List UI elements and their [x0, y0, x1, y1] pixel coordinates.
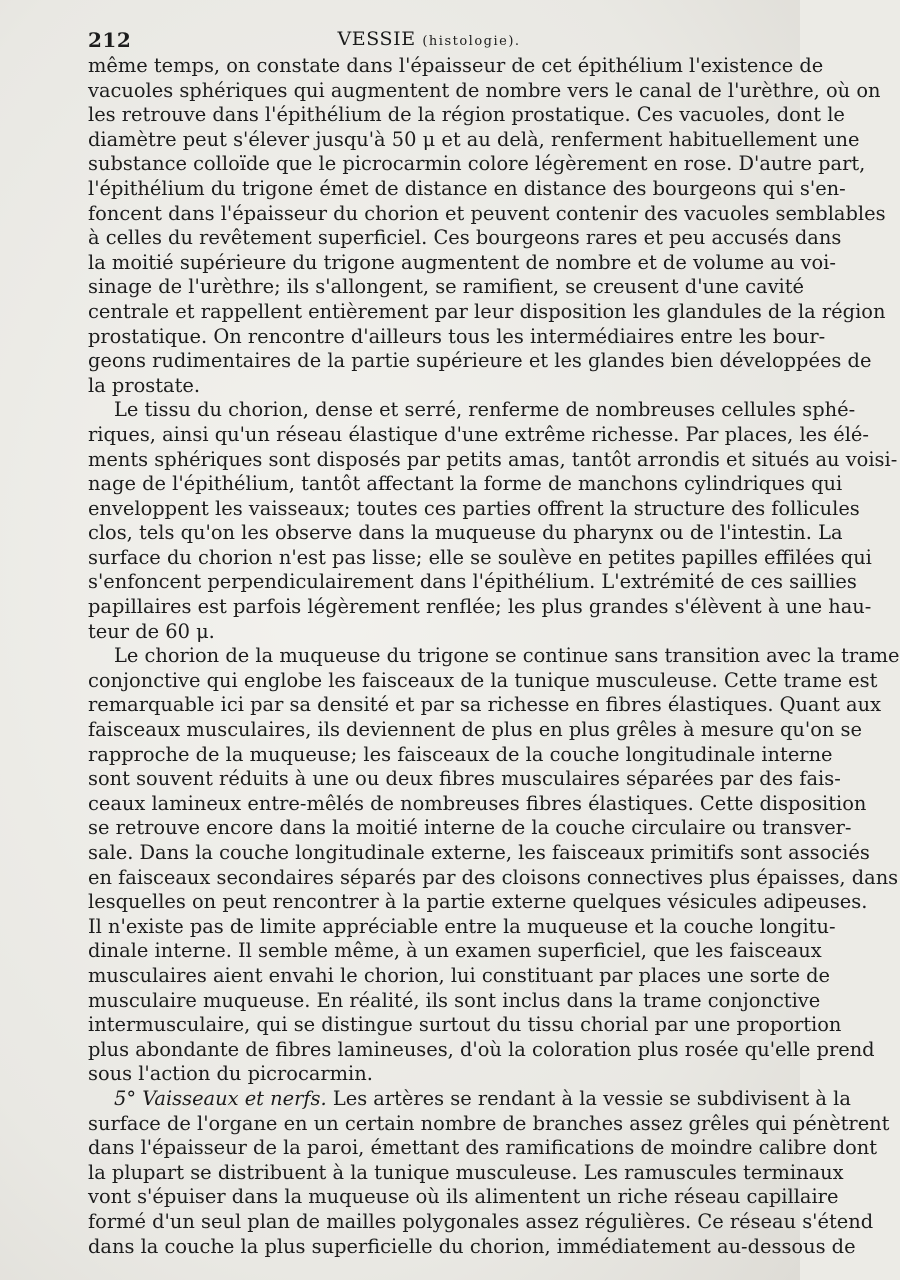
text-line-content: se retrouve encore dans la moitié interne de la couche circulaire ou transver- [88, 816, 852, 840]
text-line-content: Le chorion de la muqueuse du trigone se continue sans transition avec la trame [114, 644, 900, 668]
text-line-content: ceaux lamineux entre-mêlés de nombreuses fibres élastiques. Cette disposition [88, 791, 867, 815]
text-line-content: clos, tels qu'on les observe dans la muqueuse du pharynx ou de l'intestin. La [88, 521, 843, 545]
text-line-content: centrale et rappellent entièrement par leur disposition les glandules de la région [88, 299, 886, 323]
text-line [88, 1037, 875, 1063]
text-line-content: prostatique. On rencontre d'ailleurs tous les intermédiaires entre les bour- [88, 324, 826, 348]
text-line [88, 890, 868, 915]
text-line-content: formé d'un seul plan de mailles polygonales assez régulières. Ce réseau s'étend [88, 1209, 874, 1233]
text-line-content: sale. Dans la couche longitudinale externe, les faisceaux primitifs sont associés [88, 841, 870, 864]
text-line-content: plus abondante de fibres lamineuses, d'où la coloration plus rosée qu'elle prend [88, 1037, 875, 1061]
text-line-content: teur de 60 μ. [88, 619, 215, 643]
text-line [88, 570, 857, 595]
running-title [88, 28, 770, 50]
text-line-content: dinale interne. Il semble même, à un examen superficiel, que les faisceaux [88, 939, 822, 963]
text-line [88, 1209, 874, 1235]
text-line-content: riques, ainsi qu'un réseau élastique d'une extrême richesse. Par places, les élé- [88, 422, 869, 446]
text-line [88, 176, 846, 202]
text-line [88, 521, 843, 546]
text-line [88, 693, 882, 718]
text-line [88, 374, 768, 399]
body-text [88, 54, 900, 1259]
text-line-content: Il n'existe pas de limite appréciable entre la muqueuse et la couche longitu- [88, 914, 836, 938]
text-line-content: sinage de l'urèthre; ils s'allongent, se ramifient, se creusent d'une cavité [88, 275, 804, 299]
text-line [88, 1013, 842, 1038]
text-line [88, 914, 836, 940]
text-line [88, 742, 833, 768]
text-line-content: rapproche de la muqueuse; les faisceaux de la couche longitudinale interne [88, 742, 833, 766]
text-line-content: la moitié supérieure du trigone augmentent de nombre et de volume au voi- [88, 250, 836, 274]
text-line [88, 718, 862, 743]
section-heading: 5° Vaisseaux et nerfs. [114, 1086, 327, 1110]
text-line-content: nage de l'épithélium, tantôt affectant la forme de manchons cylindriques qui [88, 472, 843, 496]
text-line [88, 1234, 856, 1260]
text-line [88, 1136, 878, 1161]
text-line [88, 816, 852, 841]
text-line-content: vacuoles sphériques qui augmentent de nombre vers le canal de l'urèthre, où on [88, 78, 881, 102]
page-header [88, 24, 770, 54]
text-line-content: en faisceaux secondaires séparés par des cloisons connectives plus épaisses, dans [88, 865, 899, 889]
text-line-content: l'épithélium du trigone émet de distance en distance des bourgeons qui s'en- [88, 176, 846, 200]
text-line-content: sont souvent réduits à une ou deux fibres musculaires séparées par des fais- [88, 767, 841, 791]
text-line [88, 1062, 768, 1087]
text-line-content: foncent dans l'épaisseur du chorion et peuvent contenir des vacuoles semblables [88, 201, 886, 225]
text-line [88, 668, 878, 694]
text-line [88, 324, 826, 350]
text-line-content: dans la couche la plus superficielle du chorion, immédiatement au-dessous de [88, 1234, 856, 1258]
text-line [88, 545, 872, 571]
text-line [88, 1111, 890, 1137]
text-line [88, 250, 836, 276]
text-line-content: faisceaux musculaires, ils deviennent de plus en plus grêles à mesure qu'on se [88, 718, 862, 742]
text-line-content: sous l'action du picrocarmin. [88, 1062, 373, 1086]
text-line-content: conjonctive qui englobe les faisceaux de la tunique musculeuse. Cette trame est [88, 668, 878, 692]
text-line [88, 54, 824, 79]
text-line [88, 1160, 844, 1186]
text-line [88, 447, 898, 473]
text-line [88, 1185, 839, 1210]
text-line [88, 226, 842, 251]
text-line-content: enveloppent les vaisseaux; toutes ces parties offrent la structure des follicules [88, 496, 860, 520]
text-line [88, 275, 804, 300]
text-line-content: surface de l'organe en un certain nombre de branches assez grêles qui pénètrent [88, 1111, 890, 1135]
text-line [88, 963, 831, 989]
text-line [88, 620, 768, 645]
text-line-content: la plupart se distribuent à la tunique musculeuse. Les ramuscules terminaux [88, 1160, 844, 1184]
text-line-content: les retrouve dans l'épithélium de la région prostatique. Ces vacuoles, dont le [88, 103, 845, 127]
text-line-content: papillaires est parfois légèrement renflée; les plus grandes s'élèvent à une hau- [88, 595, 872, 619]
text-line [88, 1086, 851, 1112]
text-line [88, 422, 869, 448]
text-line-content: substance colloïde que le picrocarmin colore légèrement en rose. D'autre part, [88, 152, 866, 176]
text-line [88, 865, 899, 891]
text-line [88, 767, 841, 792]
text-line-content: la prostate. [88, 373, 201, 397]
text-line-content: intermusculaire, qui se distingue surtout du tissu chorial par une proportion [88, 1013, 842, 1037]
text-line [88, 644, 900, 669]
text-line-content: lesquelles on peut rencontrer à la partie externe quelques vésicules adipeuses. [88, 890, 868, 914]
text-line-content: ments sphériques sont disposés par petits amas, tantôt arrondis et situés au voisi- [88, 447, 898, 471]
text-line [88, 398, 856, 423]
text-line-content: s'enfoncent perpendiculairement dans l'épithélium. L'extrémité de ces saillies [88, 570, 857, 594]
text-line-content: vont s'épuiser dans la muqueuse où ils alimentent un riche réseau capillaire [88, 1185, 839, 1209]
text-line-content: même temps, on constate dans l'épaisseur de cet épithélium l'existence de [88, 54, 824, 77]
text-line [88, 127, 860, 153]
text-line-content: dans l'épaisseur de la paroi, émettant des ramifications de moindre calibre dont [88, 1136, 878, 1160]
running-title-sub: (histologie). [422, 34, 521, 49]
text-line [88, 988, 821, 1014]
text-line [88, 939, 822, 964]
text-line-content: geons rudimentaires de la partie supérieure et les glandes bien développées de [88, 349, 872, 373]
text-line-content: Le tissu du chorion, dense et serré, renferme de nombreuses cellules sphé- [114, 398, 856, 422]
text-line-content: musculaires aient envahi le chorion, lui constituant par places une sorte de [88, 963, 831, 987]
text-line [88, 103, 845, 128]
text-line-content: diamètre peut s'élever jusqu'à 50 μ et au delà, renferment habituellement une [88, 127, 860, 151]
text-line [88, 201, 886, 227]
text-line [88, 349, 872, 374]
text-line-content: Les artères se rendant à la vessie se subdivisent à la [332, 1086, 851, 1110]
text-line [88, 595, 872, 620]
text-line [88, 78, 881, 104]
text-line [88, 299, 886, 325]
page-number: 212 [88, 28, 132, 52]
text-line-content: à celles du revêtement superficiel. Ces bourgeons rares et peu accusés dans [88, 226, 842, 250]
text-line [88, 472, 843, 497]
text-line [88, 841, 870, 866]
text-line [88, 152, 866, 177]
text-line [88, 791, 867, 817]
text-line-content: remarquable ici par sa densité et par sa richesse en fibres élastiques. Quant aux [88, 693, 882, 717]
text-line-content: surface du chorion n'est pas lisse; elle se soulève en petites papilles effilées qui [88, 545, 872, 569]
text-line-content: musculaire muqueuse. En réalité, ils sont inclus dans la trame conjonctive [88, 988, 821, 1012]
text-line [88, 496, 860, 522]
running-title-main: VESSIE [337, 28, 416, 50]
